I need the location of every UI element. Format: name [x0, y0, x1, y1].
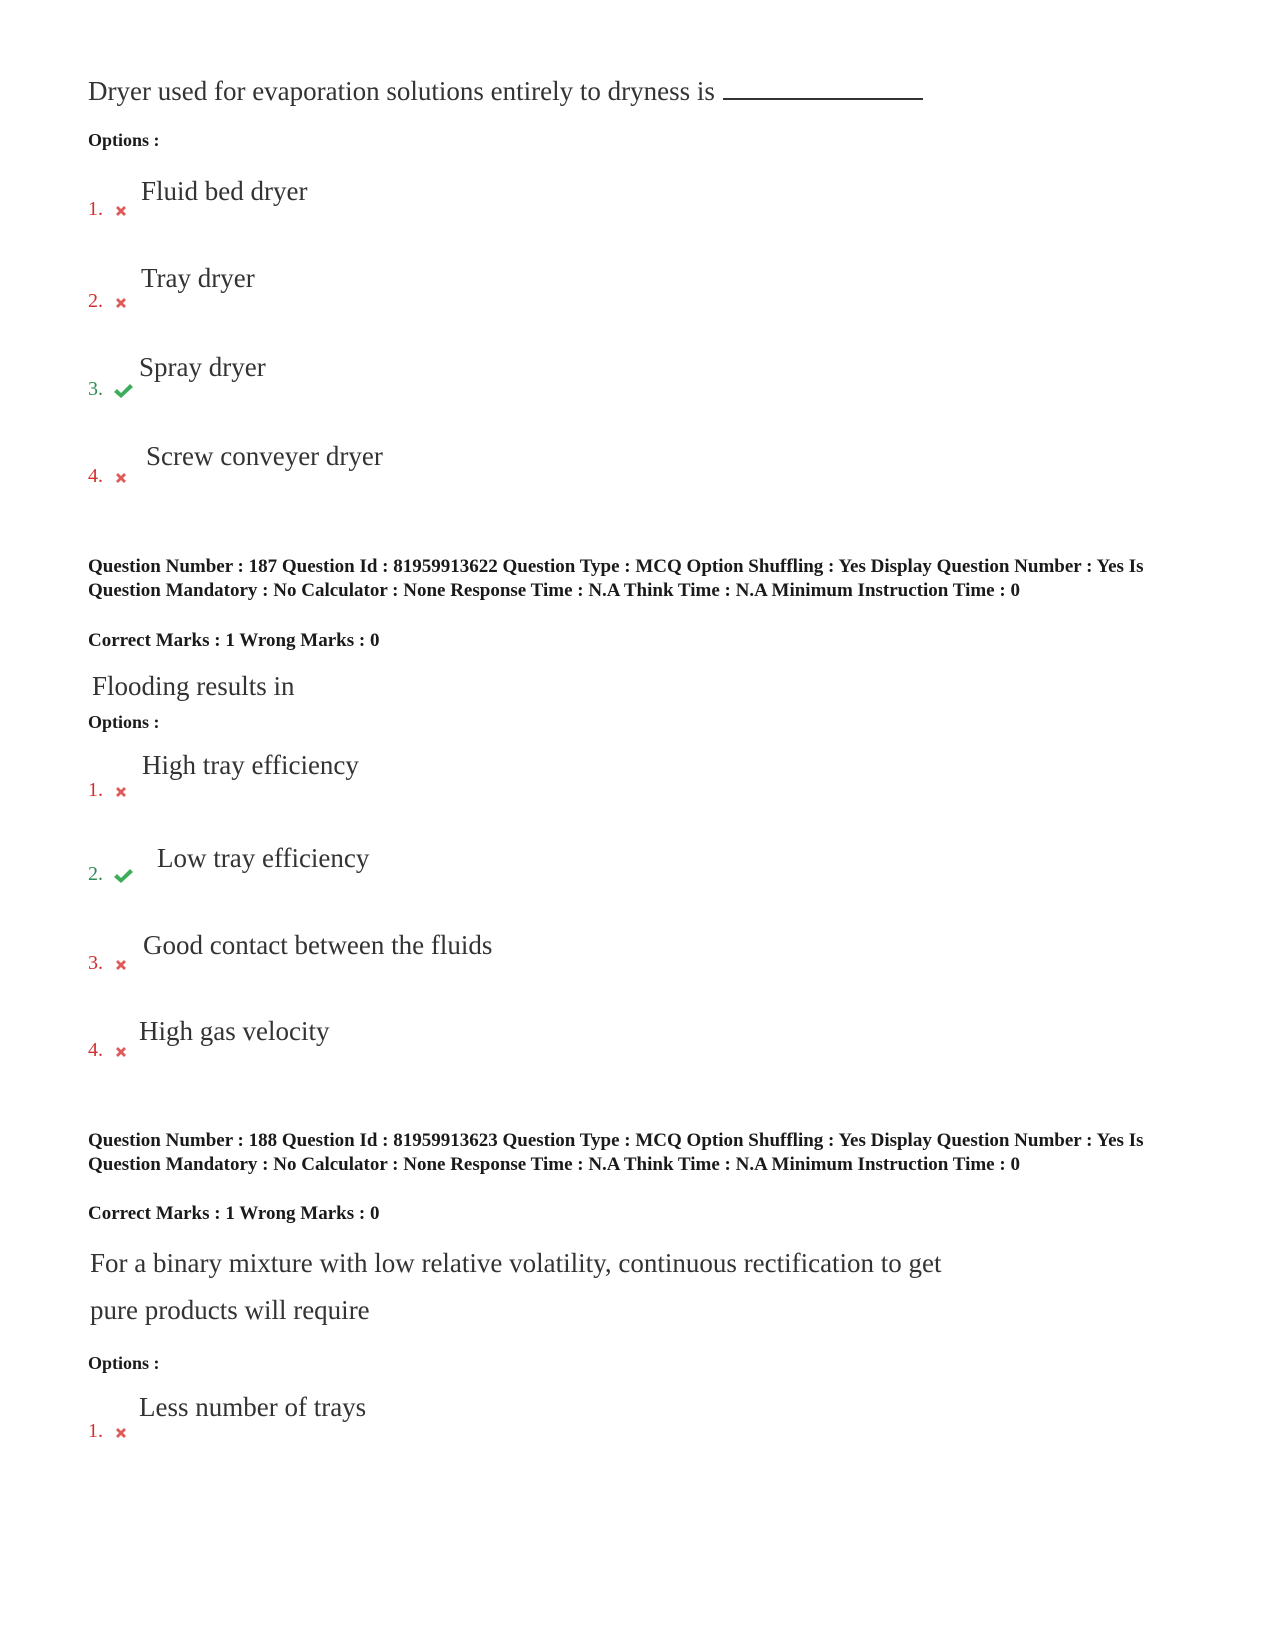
option-number: [88, 198, 129, 221]
option-number-text: 1.: [88, 1420, 103, 1442]
option-number-text: 1.: [88, 198, 103, 220]
question-186-text-content: Dryer used for evaporation solutions entirely to dryness is: [88, 76, 715, 106]
check-icon: [113, 382, 133, 400]
option-number: [88, 290, 129, 313]
option-text: High gas velocity: [139, 1016, 330, 1046]
option-text: Spray dryer: [139, 352, 266, 382]
option-number: [88, 378, 133, 401]
option-number: [88, 1420, 129, 1443]
question-187-meta: Question Number : 187 Question Id : 81959913622 Question Type : MCQ Option Shuffling : Yes Display Question Number : Yes Is Question Mandatory : No Calculator : None Response Time : N.A Think Time : N.A Minimum Instruction Time : 0: [88, 556, 1144, 601]
option-text: Screw conveyer dryer: [146, 441, 383, 471]
answer-blank: [723, 76, 923, 100]
question-188-meta: Question Number : 188 Question Id : 81959913623 Question Type : MCQ Option Shuffling : Yes Display Question Number : Yes Is Question Mandatory : No Calculator : None Response Time : N.A Think Time : N.A Minimum Instruction Time : 0: [88, 1130, 1144, 1175]
question-187-marks: Correct Marks : 1 Wrong Marks : 0: [88, 630, 380, 651]
cross-icon: [113, 957, 129, 973]
question-188-text-line2: pure products will require: [90, 1295, 370, 1325]
question-188-marks: Correct Marks : 1 Wrong Marks : 0: [88, 1203, 380, 1224]
cross-icon: [113, 1425, 129, 1441]
option-text: Low tray efficiency: [157, 843, 370, 873]
cross-icon: [113, 1044, 129, 1060]
option-text: Less number of trays: [139, 1392, 367, 1422]
option-number: [88, 465, 129, 488]
option-number-text: 3.: [88, 952, 103, 974]
option-number: [88, 952, 129, 975]
option-text: Tray dryer: [141, 263, 255, 293]
options-label: Options :: [88, 712, 160, 732]
option-number: [88, 779, 129, 802]
question-188-text-line1: For a binary mixture with low relative volatility, continuous rectification to get: [90, 1248, 942, 1278]
question-186-text: [88, 76, 923, 107]
check-icon: [113, 867, 133, 885]
cross-icon: [113, 784, 129, 800]
cross-icon: [113, 295, 129, 311]
option-text: Fluid bed dryer: [141, 176, 308, 206]
options-label: Options :: [88, 1353, 160, 1373]
options-label: Options :: [88, 130, 160, 150]
option-number: [88, 863, 133, 886]
cross-icon: [113, 470, 129, 486]
option-number-text: 4.: [88, 465, 103, 487]
option-number-text: 2.: [88, 290, 103, 312]
option-number-text: 1.: [88, 779, 103, 801]
option-number-text: 4.: [88, 1039, 103, 1061]
question-187-text: Flooding results in: [92, 671, 295, 701]
option-number-text: 2.: [88, 863, 103, 885]
option-number-text: 3.: [88, 378, 103, 400]
option-number: [88, 1039, 129, 1062]
cross-icon: [113, 203, 129, 219]
option-text: Good contact between the fluids: [143, 930, 493, 960]
option-text: High tray efficiency: [142, 750, 359, 780]
